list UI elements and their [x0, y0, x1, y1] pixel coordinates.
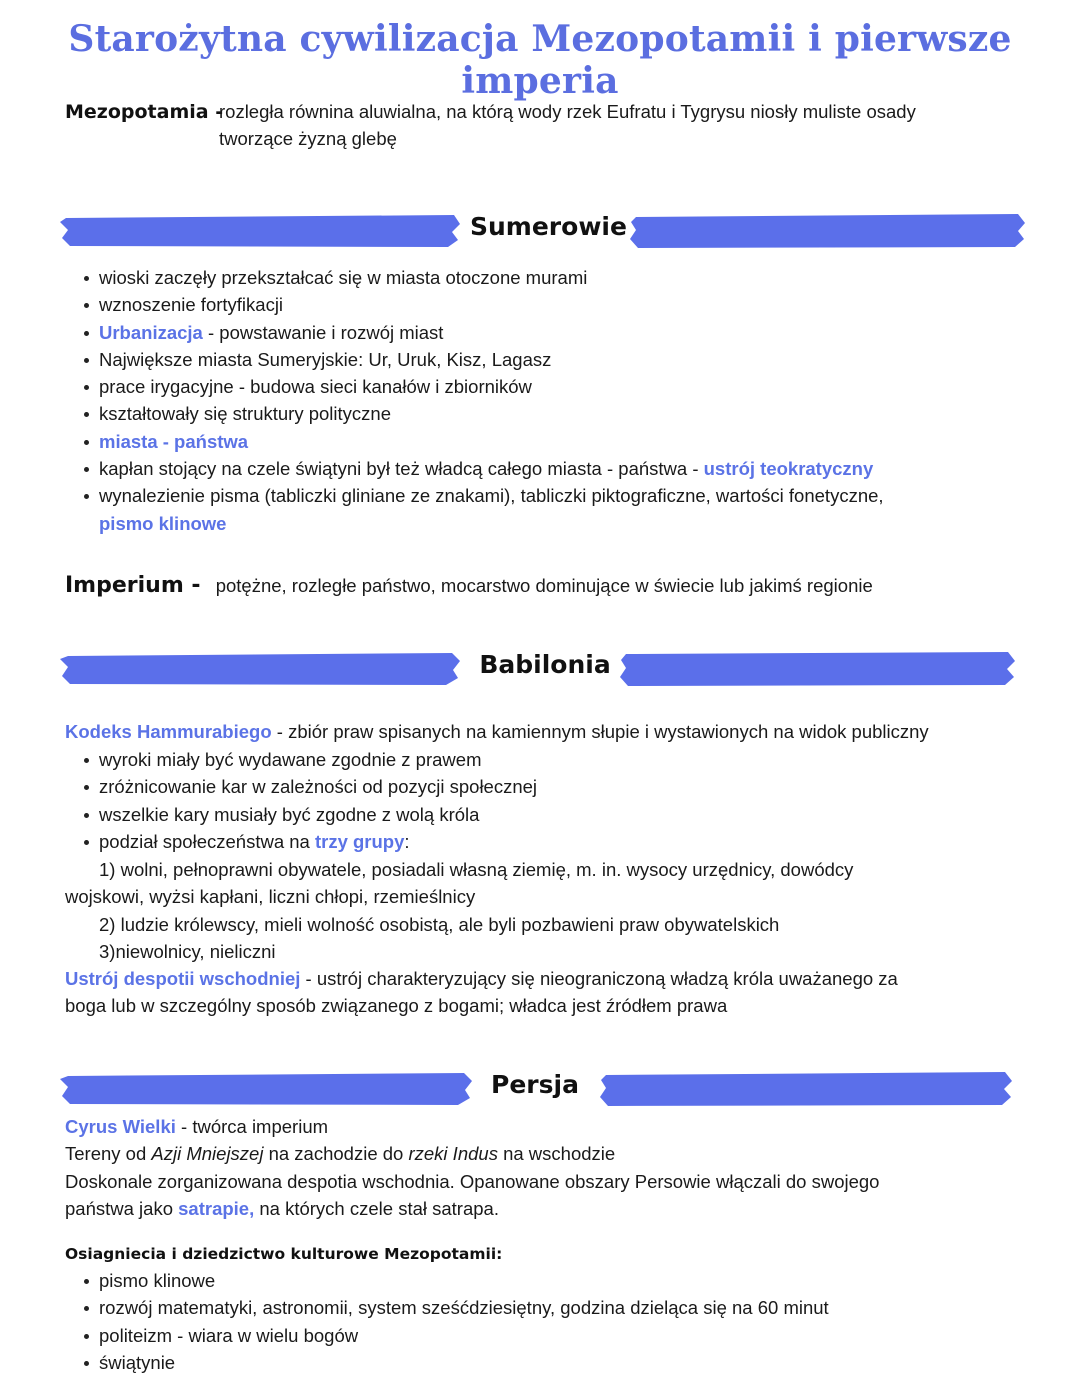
list-item: wynalezienie pisma (tabliczki gliniane ze znakami), tabliczki piktograficzne, wartości fonetyczne, pismo klinowe [65, 482, 1025, 537]
persja-paragraph: Cyrus Wielki - twórca imperium Tereny od Azji Mniejszej na zachodzie do rzeki Indus na wschodzie Doskonale zorganizowana despotia wschodnia. Opanowane obszary Persowie włączali do swojego państwa jako satrapie, na których czele stał satrapa. [65, 1113, 1035, 1222]
imperium-text: potężne, rozległe państwo, mocarstwo dominujące w świecie lub jakimś regionie [215, 575, 873, 596]
list-item: wszelkie kary musiały być zgodne z wolą króla [65, 801, 1025, 828]
mezopotamia-term: Mezopotamia - [65, 101, 224, 123]
sumerowie-list [65, 264, 1025, 537]
social-groups: 1) wolni, pełnoprawni obywatele, posiadali własną ziemię, m. in. wysocy urzędnicy, dowódcy wojskowi, wyżsi kapłani, liczni chłopi, rzemieślnicy 2) ludzie królewscy, mieli wolność osobistą, ale byli pozbawieni praw obywatelskich 3)niewolnicy, nieliczni Ustrój despotii wschodniej - ustrój charakteryzujący się nieograniczoną władzą króla uważanego za boga lub w szczególny sposób związanego z bogami; władca jest źródłem prawa [65, 856, 1035, 1020]
list-item: podział społeczeństwa na trzy grupy: [65, 828, 1025, 855]
list-item: Urbanizacja - powstawanie i rozwój miast [65, 319, 1025, 346]
brush-stroke-left [60, 652, 460, 686]
imperium-definition [65, 572, 1025, 599]
mezopotamia-definition [65, 98, 1025, 149]
osiagniecia-heading: Osiagniecia i dziedzictwo kulturowe Mezopotamii: [65, 1245, 503, 1263]
list-item: rozwój matematyki, astronomii, system sześćdziesiętny, godzina dzieląca się na 60 minut [65, 1294, 1025, 1321]
kodeks-paragraph: Kodeks Hammurabiego - zbiór praw spisanych na kamiennym słupie i wystawionych na widok publiczny [65, 721, 929, 742]
list-item: politeizm - wiara w wielu bogów [65, 1322, 1025, 1349]
tereny-line: Tereny od Azji Mniejszej na zachodzie do rzeki Indus na wschodzie [65, 1143, 616, 1165]
imperium-term: Imperium - [65, 573, 201, 598]
list-item: wioski zaczęły przekształcać się w miasta otoczone murami [65, 264, 1025, 291]
list-item: świątynie [65, 1349, 1025, 1376]
page-title: Starożytna cywilizacja Mezopotamii i pierwsze imperia [68, 18, 1012, 102]
list-item: wyroki miały być wydawane zgodnie z prawem [65, 746, 1025, 773]
list-item: pismo klinowe [65, 1267, 1025, 1294]
section-title-sumerowie: Sumerowie [470, 212, 627, 241]
brush-stroke-left [60, 1072, 472, 1106]
list-item: miasta - państwa [65, 428, 1025, 455]
section-header-persja [60, 1064, 1030, 1114]
brush-stroke-left [60, 214, 460, 248]
brush-stroke-right [600, 1072, 1012, 1106]
list-item: Największe miasta Sumeryjskie: Ur, Uruk, Kisz, Lagasz [65, 346, 1025, 373]
babilonia-list [65, 746, 1025, 855]
cyrus-line: Cyrus Wielki - twórca imperium [65, 1116, 329, 1137]
list-item: wznoszenie fortyfikacji [65, 291, 1025, 318]
mezopotamia-text: rozległa równina aluwialna, na którą wody rzek Eufratu i Tygrysu niosły muliste osady tworzące żyzną glebę [219, 101, 916, 149]
section-title-babilonia: Babilonia [479, 650, 611, 679]
list-item: prace irygacyjne - budowa sieci kanałów i zbiorników [65, 373, 1025, 400]
section-header-babilonia [60, 644, 1030, 694]
brush-stroke-right [620, 652, 1015, 686]
satrapie-line: państwa jako satrapie, na których czele stał satrapa. [65, 1197, 499, 1219]
list-item: zróżnicowanie kar w zależności od pozycji społecznej [65, 773, 1025, 800]
section-title-persja: Persja [491, 1070, 579, 1099]
list-item: kształtowały się struktury polityczne [65, 400, 1025, 427]
brush-stroke-right [630, 214, 1025, 248]
list-item: kapłan stojący na czele świątyni był też władcą całego miasta - państwa - ustrój teokratyczny [65, 455, 1025, 482]
despotia-paragraph: Ustrój despotii wschodniej - ustrój charakteryzujący się nieograniczoną władzą króla uważanego za [65, 968, 898, 990]
osiagniecia-list [65, 1267, 1025, 1376]
section-header-sumerowie [60, 206, 1030, 256]
